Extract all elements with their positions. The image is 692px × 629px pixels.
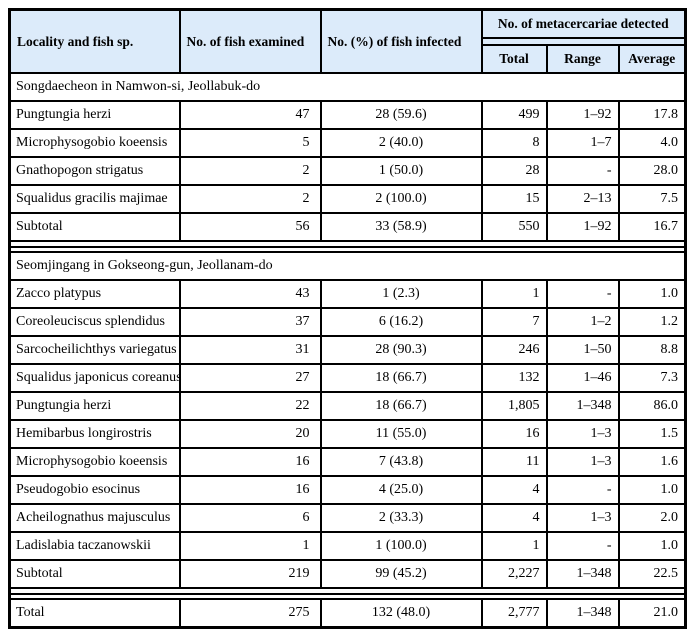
total-cell: 550 — [482, 213, 547, 241]
separator-rule — [11, 246, 684, 248]
examined-cell: 22 — [180, 392, 321, 420]
total-cell: 15 — [482, 185, 547, 213]
total-cell: 28 — [482, 157, 547, 185]
range-cell: 1–348 — [547, 560, 619, 588]
total-cell: 246 — [482, 336, 547, 364]
infected-cell: 11 (55.0) — [321, 420, 482, 448]
average-cell: 28.0 — [619, 157, 686, 185]
examined-cell: 275 — [180, 599, 321, 628]
section-separator-cell — [10, 588, 686, 599]
total-cell: 2,227 — [482, 560, 547, 588]
examined-cell: 16 — [180, 476, 321, 504]
header-range: Range — [547, 45, 619, 73]
range-cell: - — [547, 157, 619, 185]
species-cell: Zacco platypus — [10, 280, 180, 308]
infected-cell: 2 (100.0) — [321, 185, 482, 213]
examined-cell: 2 — [180, 157, 321, 185]
species-cell: Subtotal — [10, 213, 180, 241]
average-cell: 8.8 — [619, 336, 686, 364]
range-cell: 1–92 — [547, 101, 619, 129]
header-total: Total — [482, 45, 547, 73]
header-spacer-cell — [482, 38, 686, 45]
average-cell: 17.8 — [619, 101, 686, 129]
range-cell: 1–2 — [547, 308, 619, 336]
range-cell: 1–50 — [547, 336, 619, 364]
section-title-row — [10, 252, 686, 280]
species-cell: Hemibarbus longirostris — [10, 420, 180, 448]
header-locality: Locality and fish sp. — [10, 10, 180, 74]
range-cell: 1–3 — [547, 420, 619, 448]
infected-cell: 28 (90.3) — [321, 336, 482, 364]
separator-rule — [11, 593, 684, 595]
infected-cell: 1 (100.0) — [321, 532, 482, 560]
average-cell: 21.0 — [619, 599, 686, 628]
examined-cell: 37 — [180, 308, 321, 336]
range-cell: 1–7 — [547, 129, 619, 157]
infected-cell: 7 (43.8) — [321, 448, 482, 476]
species-cell: Microphysogobio koeensis — [10, 448, 180, 476]
total-cell: 7 — [482, 308, 547, 336]
average-cell: 22.5 — [619, 560, 686, 588]
species-cell: Pungtungia herzi — [10, 101, 180, 129]
total-cell: 1 — [482, 532, 547, 560]
total-cell: 11 — [482, 448, 547, 476]
infected-cell: 2 (33.3) — [321, 504, 482, 532]
total-cell: 2,777 — [482, 599, 547, 628]
examined-cell: 56 — [180, 213, 321, 241]
species-cell: Ladislabia taczanowskii — [10, 532, 180, 560]
species-cell: Pseudogobio esocinus — [10, 476, 180, 504]
grand-total-row — [10, 599, 686, 628]
total-cell: 1,805 — [482, 392, 547, 420]
average-cell: 4.0 — [619, 129, 686, 157]
examined-cell: 1 — [180, 532, 321, 560]
infected-cell: 99 (45.2) — [321, 560, 482, 588]
total-cell: 16 — [482, 420, 547, 448]
range-cell: 1–3 — [547, 504, 619, 532]
infected-cell: 18 (66.7) — [321, 392, 482, 420]
average-cell: 7.5 — [619, 185, 686, 213]
average-cell: 2.0 — [619, 504, 686, 532]
table-row — [10, 532, 686, 560]
species-cell: Acheilognathus majusculus — [10, 504, 180, 532]
species-cell: Coreoleuciscus splendidus — [10, 308, 180, 336]
total-cell: 132 — [482, 364, 547, 392]
table-header — [10, 10, 686, 74]
infected-cell: 132 (48.0) — [321, 599, 482, 628]
species-cell: Squalidus japonicus coreanus — [10, 364, 180, 392]
examined-cell: 20 — [180, 420, 321, 448]
subtotal-row — [10, 213, 686, 241]
range-cell: 1–348 — [547, 392, 619, 420]
table-row — [10, 420, 686, 448]
species-cell: Pungtungia herzi — [10, 392, 180, 420]
section-separator-row — [10, 588, 686, 599]
table-body — [10, 73, 686, 628]
table-row — [10, 280, 686, 308]
examined-cell: 47 — [180, 101, 321, 129]
table-row — [10, 392, 686, 420]
species-cell: Subtotal — [10, 560, 180, 588]
examined-cell: 43 — [180, 280, 321, 308]
infected-cell: 2 (40.0) — [321, 129, 482, 157]
average-cell: 1.6 — [619, 448, 686, 476]
infected-cell: 18 (66.7) — [321, 364, 482, 392]
average-cell: 16.7 — [619, 213, 686, 241]
total-cell: 1 — [482, 280, 547, 308]
examined-cell: 219 — [180, 560, 321, 588]
range-cell: - — [547, 532, 619, 560]
infected-cell: 6 (16.2) — [321, 308, 482, 336]
infected-cell: 1 (2.3) — [321, 280, 482, 308]
species-cell: Sarcocheilichthys variegatus — [10, 336, 180, 364]
section-separator-row — [10, 241, 686, 252]
species-cell: Microphysogobio koeensis — [10, 129, 180, 157]
examined-cell: 5 — [180, 129, 321, 157]
average-cell: 1.0 — [619, 532, 686, 560]
examined-cell: 27 — [180, 364, 321, 392]
table-row — [10, 129, 686, 157]
range-cell: 1–46 — [547, 364, 619, 392]
average-cell: 1.2 — [619, 308, 686, 336]
section-title: Seomjingang in Gokseong-gun, Jeollanam-do — [10, 252, 686, 280]
table-row — [10, 185, 686, 213]
species-cell: Gnathopogon strigatus — [10, 157, 180, 185]
range-cell: 1–92 — [547, 213, 619, 241]
table-row — [10, 157, 686, 185]
table-row — [10, 476, 686, 504]
average-cell: 7.3 — [619, 364, 686, 392]
infected-cell: 33 (58.9) — [321, 213, 482, 241]
table-row — [10, 504, 686, 532]
examined-cell: 16 — [180, 448, 321, 476]
examined-cell: 2 — [180, 185, 321, 213]
header-row-main — [10, 10, 686, 39]
section-title: Songdaecheon in Namwon-si, Jeollabuk-do — [10, 73, 686, 101]
subtotal-row — [10, 560, 686, 588]
fish-metacercariae-table — [8, 8, 687, 629]
range-cell: 2–13 — [547, 185, 619, 213]
section-title-row — [10, 73, 686, 101]
infected-cell: 4 (25.0) — [321, 476, 482, 504]
species-cell: Squalidus gracilis majimae — [10, 185, 180, 213]
section-separator-cell — [10, 241, 686, 252]
total-cell: 4 — [482, 504, 547, 532]
header-examined: No. of fish examined — [180, 10, 321, 74]
range-cell: 1–3 — [547, 448, 619, 476]
infected-cell: 1 (50.0) — [321, 157, 482, 185]
header-average: Average — [619, 45, 686, 73]
table-row — [10, 448, 686, 476]
header-infected: No. (%) of fish infected — [321, 10, 482, 74]
range-cell: 1–348 — [547, 599, 619, 628]
total-cell: 8 — [482, 129, 547, 157]
total-cell: 499 — [482, 101, 547, 129]
species-cell: Total — [10, 599, 180, 628]
table-row — [10, 336, 686, 364]
table-row — [10, 101, 686, 129]
table-row — [10, 308, 686, 336]
examined-cell: 31 — [180, 336, 321, 364]
header-metacercariae-group: No. of metacercariae detected — [482, 10, 686, 39]
average-cell: 1.0 — [619, 280, 686, 308]
examined-cell: 6 — [180, 504, 321, 532]
average-cell: 1.0 — [619, 476, 686, 504]
total-cell: 4 — [482, 476, 547, 504]
table-row — [10, 364, 686, 392]
range-cell: - — [547, 476, 619, 504]
average-cell: 1.5 — [619, 420, 686, 448]
average-cell: 86.0 — [619, 392, 686, 420]
infected-cell: 28 (59.6) — [321, 101, 482, 129]
range-cell: - — [547, 280, 619, 308]
